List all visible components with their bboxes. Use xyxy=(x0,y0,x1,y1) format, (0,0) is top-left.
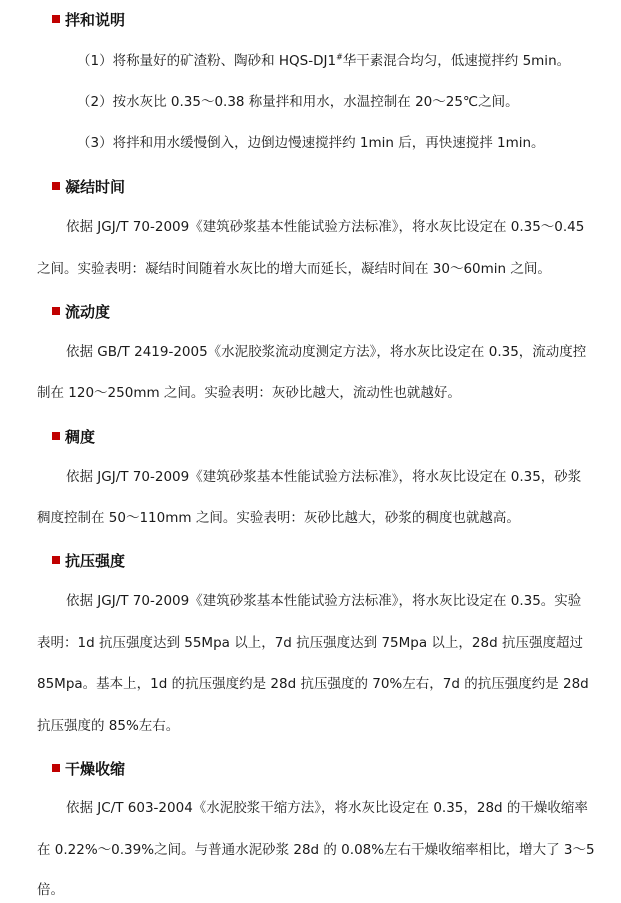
paragraph-line: 在 0.22%～0.39%之间。与普通水泥砂浆 28d 的 0.08%左右干燥收缩率相比，增大了 3～5 xyxy=(37,842,595,858)
paragraph-line: （3）将拌和用水缓慢倒入，边倒边慢速搅拌约 1min 后，再快速搅拌 1min。 xyxy=(77,135,545,151)
paragraph-line: 抗压强度的 85%左右。 xyxy=(37,718,180,734)
section-title: 稠度 xyxy=(65,427,96,446)
section-heading xyxy=(52,300,110,322)
paragraph-line: 依据 JGJ/T 70-2009《建筑砂浆基本性能试验方法标准》，将水灰比设定在 0.35～0.45 xyxy=(66,219,585,235)
paragraph-line: 依据 GB/T 2419-2005《水泥胶浆流动度测定方法》，将水灰比设定在 0.35，流动度控 xyxy=(66,344,587,360)
paragraph-line: 倍。 xyxy=(37,882,64,898)
section-heading xyxy=(52,8,125,30)
red-square-bullet-icon xyxy=(52,432,60,440)
section-title: 凝结时间 xyxy=(65,177,126,196)
paragraph-line: 85Mpa。基本上，1d 的抗压强度约是 28d 抗压强度的 70%左右，7d 的抗压强度约是 28d xyxy=(37,676,589,692)
paragraph-line: 稠度控制在 50～110mm 之间。实验表明：灰砂比越大，砂浆的稠度也就越高。 xyxy=(37,510,520,526)
paragraph-line: 制在 120～250mm 之间。实验表明：灰砂比越大，流动性也就越好。 xyxy=(37,385,461,401)
paragraph-line: 依据 JGJ/T 70-2009《建筑砂浆基本性能试验方法标准》，将水灰比设定在 0.35。实验 xyxy=(66,593,582,609)
paragraph-line: 依据 JC/T 603-2004《水泥胶浆干缩方法》，将水灰比设定在 0.35，28d 的干燥收缩率 xyxy=(66,800,588,816)
superscript: # xyxy=(336,52,343,62)
section-title: 拌和说明 xyxy=(65,10,126,29)
section-heading xyxy=(52,757,125,779)
paragraph-line: 依据 JGJ/T 70-2009《建筑砂浆基本性能试验方法标准》，将水灰比设定在 0.35，砂浆 xyxy=(66,469,582,485)
paragraph-line: 表明：1d 抗压强度达到 55Mpa 以上，7d 抗压强度达到 75Mpa 以上，28d 抗压强度超过 xyxy=(37,635,583,651)
section-heading xyxy=(52,425,95,447)
red-square-bullet-icon xyxy=(52,307,60,315)
red-square-bullet-icon xyxy=(52,764,60,772)
section-heading xyxy=(52,175,125,197)
paragraph-line: （2）按水灰比 0.35～0.38 称量拌和用水，水温控制在 20～25℃之间。 xyxy=(77,94,519,110)
red-square-bullet-icon xyxy=(52,15,60,23)
section-title: 流动度 xyxy=(65,302,111,321)
section-title: 干燥收缩 xyxy=(65,759,126,778)
section-title: 抗压强度 xyxy=(65,551,126,570)
paragraph-line: 之间。实验表明：凝结时间随着水灰比的增大而延长，凝结时间在 30～60min 之间。 xyxy=(37,261,551,277)
red-square-bullet-icon xyxy=(52,556,60,564)
paragraph-line xyxy=(77,51,570,71)
section-heading xyxy=(52,549,125,571)
red-square-bullet-icon xyxy=(52,182,60,190)
text-run: （1）将称量好的矿渣粉、陶砂和 HQS-DJ1 xyxy=(77,53,337,69)
text-run: 华干素混合均匀，低速搅拌约 5min。 xyxy=(342,53,571,69)
